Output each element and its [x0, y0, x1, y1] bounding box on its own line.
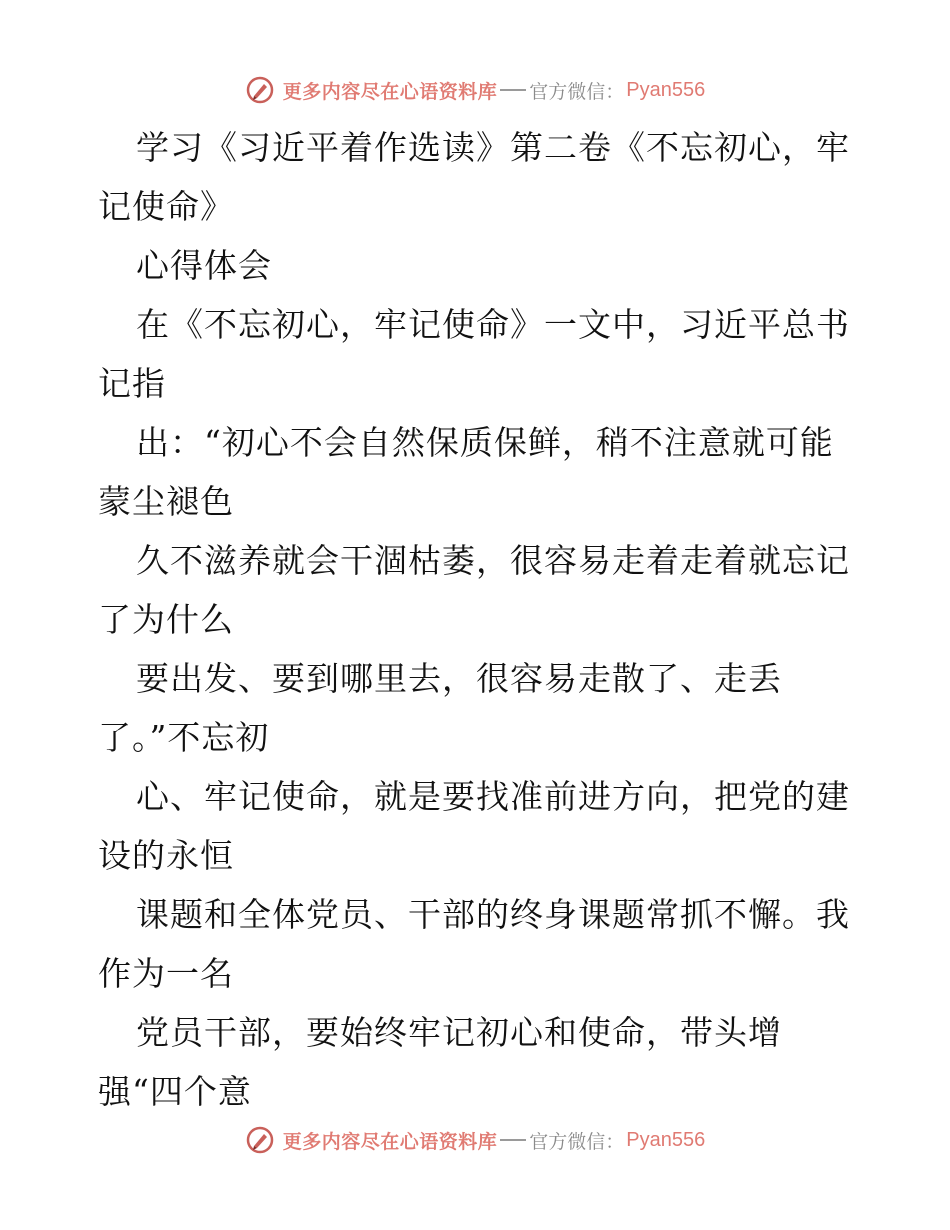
document-line: 心、牢记使命，就是要找准前进方向，把党的建 [136, 777, 850, 816]
banner-promo-text: 更多内容尽在心语资料库 [282, 1130, 498, 1153]
banner-promo-text: 更多内容尽在心语资料库 [282, 80, 498, 103]
banner-wechat-handle: Pyan556 [626, 78, 706, 101]
document-line: 记使命》 [98, 187, 234, 226]
document-line: 学习《习近平着作选读》第二卷《不忘初心，牢 [136, 128, 850, 167]
banner-wechat-label: 官方微信： [529, 1130, 625, 1153]
document-body [98, 118, 858, 1121]
document-line: 强“四个意 [98, 1072, 252, 1111]
document-line: 课题和全体党员、干部的终身课题常抓不懈。我 [136, 895, 850, 934]
pen-circle-logo-icon [245, 75, 275, 105]
document-line: 了。”不忘初 [98, 718, 270, 757]
banner-divider [500, 1139, 526, 1141]
footer-banner [0, 1120, 950, 1160]
document-line: 了为什么 [98, 600, 234, 639]
document-line: 蒙尘褪色 [98, 482, 234, 521]
document-line: 出：“初心不会自然保质保鲜，稍不注意就可能 [136, 423, 834, 462]
document-line: 作为一名 [98, 954, 234, 993]
pen-circle-logo-icon [245, 1125, 275, 1155]
banner-wechat-label: 官方微信： [529, 80, 625, 103]
document-line: 心得体会 [136, 246, 272, 285]
banner-wechat-handle: Pyan556 [626, 1128, 706, 1151]
document-line: 要出发、要到哪里去，很容易走散了、走丢 [136, 659, 782, 698]
document-line: 久不滋养就会干涸枯萎，很容易走着走着就忘记 [136, 541, 850, 580]
banner-divider [500, 89, 526, 91]
document-line: 记指 [98, 364, 166, 403]
document-line: 党员干部，要始终牢记初心和使命，带头增 [136, 1013, 782, 1052]
header-banner [0, 70, 950, 110]
document-line: 在《不忘初心，牢记使命》一文中，习近平总书 [136, 305, 850, 344]
document-line: 设的永恒 [98, 836, 234, 875]
